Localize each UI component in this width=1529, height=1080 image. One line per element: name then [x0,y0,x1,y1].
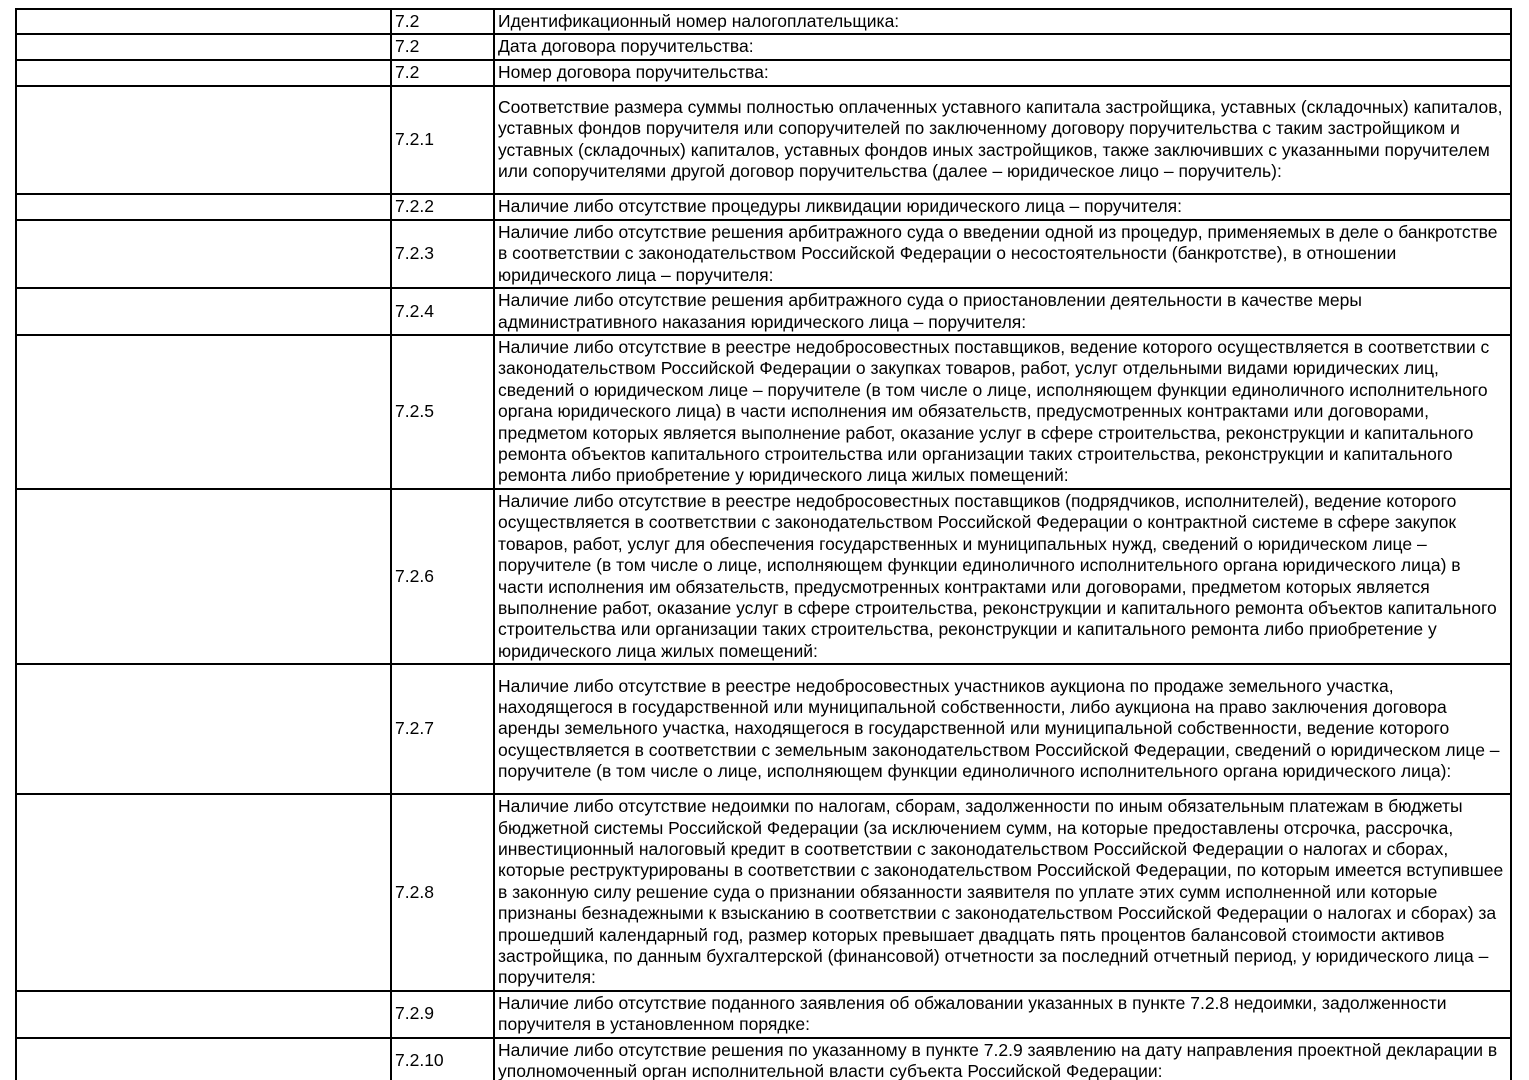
item-number: 7.2 [391,9,494,34]
table-row [16,194,1511,220]
value-cell [16,86,391,194]
table-row [16,489,1511,664]
item-number: 7.2.3 [391,220,494,288]
item-text: Идентификационный номер налогоплательщика: [494,9,1511,34]
value-cell [16,664,391,794]
item-text: Наличие либо отсутствие решения арбитражного суда о приостановлении деятельности в качестве меры административного наказания юридического лица – поручителя: [494,288,1511,335]
item-text: Наличие либо отсутствие процедуры ликвидации юридического лица – поручителя: [494,194,1511,220]
item-number: 7.2.6 [391,489,494,664]
value-cell [16,9,391,34]
item-number: 7.2.10 [391,1038,494,1080]
item-text: Наличие либо отсутствие решения по указанному в пункте 7.2.9 заявлению на дату направления проектной декларации в уполномоченный орган исполнительной власти субъекта Российской Федерации: [494,1038,1511,1080]
item-text: Наличие либо отсутствие в реестре недобросовестных участников аукциона по продаже земельного участка, находящегося в государственной или муниципальной собственности, либо аукциона на право заключения договора аренды земельного участка, находящегося в государственной или муниципальной собственности, ведение которого осуществляется в соответствии с земельным законодательством Российской Федерации, сведений о юридическом лице – поручителе (в том числе о лице, исполняющем функции единоличного исполнительного органа юридического лица): [494,664,1511,794]
item-text: Наличие либо отсутствие поданного заявления об обжаловании указанных в пункте 7.2.8 недоимки, задолженности поручителя в установленном порядке: [494,991,1511,1038]
table-row [16,991,1511,1038]
item-number: 7.2 [391,34,494,59]
item-text: Соответствие размера суммы полностью оплаченных уставного капитала застройщика, уставных (складочных) капиталов, уставных фондов поручителя или сопоручителей по заключенному договору поручительства с таким застройщиком и уставных (складочных) капиталов, уставных фондов иных застройщиков, также заключивших с указанными поручителем или сопоручителями другой договор поручительства (далее – юридическое лицо – поручитель): [494,86,1511,194]
item-number: 7.2.7 [391,664,494,794]
item-number: 7.2.8 [391,794,494,991]
table-row [16,220,1511,288]
value-cell [16,60,391,86]
table-row [16,794,1511,991]
item-text: Номер договора поручительства: [494,60,1511,86]
declaration-section-table [15,8,1512,1080]
table-row [16,9,1511,34]
item-text: Наличие либо отсутствие решения арбитражного суда о введении одной из процедур, применяемых в деле о банкротстве в соответствии с законодательством Российской Федерации о несостоятельности (банкротстве), в отношении юридического лица – поручителя: [494,220,1511,288]
value-cell [16,335,391,489]
value-cell [16,489,391,664]
item-number: 7.2.1 [391,86,494,194]
value-cell [16,991,391,1038]
table-row [16,335,1511,489]
table-row [16,664,1511,794]
value-cell [16,288,391,335]
table-row [16,1038,1511,1080]
item-number: 7.2.5 [391,335,494,489]
item-number: 7.2 [391,60,494,86]
item-number: 7.2.4 [391,288,494,335]
item-number: 7.2.9 [391,991,494,1038]
item-number: 7.2.2 [391,194,494,220]
value-cell [16,1038,391,1080]
item-text: Наличие либо отсутствие недоимки по налогам, сборам, задолженности по иным обязательным платежам в бюджеты бюджетной системы Российской Федерации (за исключением сумм, на которые предоставлены отсрочка, рассрочка, инвестиционный налоговый кредит в соответствии с законодательством Российской Федерации о налогах и сборах, которые реструктурированы в соответствии с законодательством Российской Федерации, по которым имеется вступившее в законную силу решение суда о признании обязанности заявителя по уплате этих сумм исполненной или которые признаны безнадежными к взысканию в соответствии с законодательством Российской Федерации о налогах и сборах) за прошедший календарный год, размер которых превышает двадцать пять процентов балансовой стоимости активов застройщика, по данным бухгалтерской (финансовой) отчетности за последний отчетный период, у юридического лица – поручителя: [494,794,1511,991]
value-cell [16,34,391,59]
value-cell [16,794,391,991]
table-row [16,60,1511,86]
table-row [16,34,1511,59]
item-text: Дата договора поручительства: [494,34,1511,59]
item-text: Наличие либо отсутствие в реестре недобросовестных поставщиков, ведение которого осуществляется в соответствии с законодательством Российской Федерации о закупках товаров, работ, услуг отдельными видами юридических лиц, сведений о юридическом лице – поручителе (в том числе о лице, исполняющем функции единоличного исполнительного органа юридического лица) в части исполнения им обязательств, предусмотренных контрактами или договорами, предметом которых является выполнение работ, оказание услуг в сфере строительства, реконструкции и капитального ремонта объектов капитального строительства или организации таких строительства, реконструкции и капитального ремонта либо приобретение у юридического лица жилых помещений: [494,335,1511,489]
value-cell [16,194,391,220]
table-row [16,288,1511,335]
table-row [16,86,1511,194]
value-cell [16,220,391,288]
item-text: Наличие либо отсутствие в реестре недобросовестных поставщиков (подрядчиков, исполнителей), ведение которого осуществляется в соответствии с законодательством Российской Федерации о контрактной системе в сфере закупок товаров, работ, услуг для обеспечения государственных и муниципальных нужд, сведений о юридическом лице – поручителе (в том числе о лице, исполняющем функции единоличного исполнительного органа юридического лица) в части исполнения им обязательств, предусмотренных контрактами или договорами, предметом которых является выполнение работ, оказание услуг в сфере строительства, реконструкции и капитального ремонта объектов капитального строительства или организации таких строительства, реконструкции и капитального ремонта либо приобретение у юридического лица жилых помещений: [494,489,1511,664]
